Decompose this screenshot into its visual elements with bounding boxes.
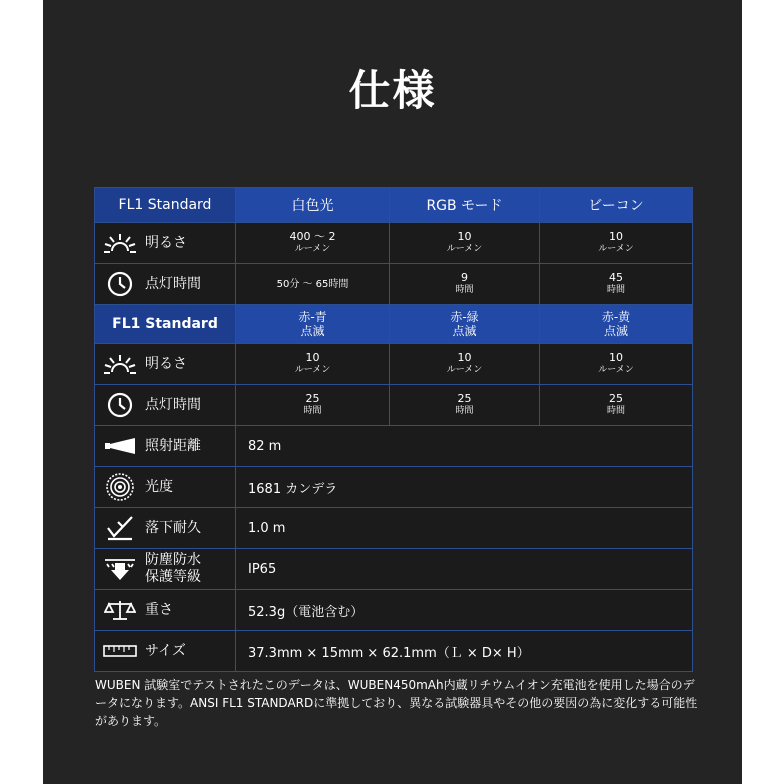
runtime-beacon-value: 45 時間 (540, 264, 693, 305)
size-value: 37.3mm × 15mm × 62.1mm（Ｌ × D× H） (236, 631, 693, 672)
header-beacon: ビーコン (540, 188, 693, 223)
table-row (95, 264, 693, 305)
distance-value: 82 m (236, 426, 693, 467)
brightness-label: 明るさ (145, 234, 187, 251)
distance-label-cell (95, 426, 236, 467)
intensity-label-cell (95, 467, 236, 508)
target-icon (103, 473, 137, 501)
brightness-rgb-value: 10 ルーメン (390, 223, 540, 264)
sun-rays-icon (103, 229, 137, 257)
table-row (95, 223, 693, 264)
drop-label-cell (95, 508, 236, 549)
runtime-c1-value: 25 時間 (236, 385, 390, 426)
brightness-c3-value: 10 ルーメン (540, 344, 693, 385)
scale-icon (103, 596, 137, 624)
spec-table (94, 187, 693, 672)
header-model: FL1 Standard (95, 188, 236, 223)
header-red-blue-flash: 赤-青 点滅 (236, 305, 390, 344)
intensity-value: 1681 カンデラ (236, 467, 693, 508)
beam-icon (103, 432, 137, 460)
weight-label: 重さ (145, 601, 173, 618)
runtime-white-value: 50分 ～ 65時間 (236, 264, 390, 305)
table-header-row (95, 305, 693, 344)
brightness-white-value: 400 ～ 2 ルーメン (236, 223, 390, 264)
table-row (95, 631, 693, 672)
runtime-c3-value: 25 時間 (540, 385, 693, 426)
brightness-c1-value: 10 ルーメン (236, 344, 390, 385)
runtime-c2-value: 25 時間 (390, 385, 540, 426)
intensity-label: 光度 (145, 478, 173, 495)
weight-label-cell (95, 590, 236, 631)
brightness-label: 明るさ (145, 355, 187, 372)
table-header-row (95, 188, 693, 223)
distance-label: 照射距離 (145, 437, 201, 454)
header-model: FL1 Standard (95, 305, 236, 344)
page-title: 仕様 (348, 66, 437, 115)
table-row (95, 467, 693, 508)
footnote: WUBEN 試験室でテストされたこのデータは、WUBEN450mAh内蔵リチウムイオン充電池を使用した場合のデータになります。ANSI FL1 STANDARDに準拠しており、異なる試験器具やその他の要因の為に変化する可能性があります。 (95, 678, 698, 728)
drop-value: 1.0 m (236, 508, 693, 549)
water-shield-icon (103, 555, 137, 583)
waterproof-label: 防塵防水 保護等級 (145, 552, 201, 585)
brightness-label-cell (95, 223, 236, 264)
size-label: サイズ (145, 642, 186, 659)
brightness-c2-value: 10 ルーメン (390, 344, 540, 385)
table-row (95, 385, 693, 426)
weight-value: 52.3g（電池含む） (236, 590, 693, 631)
waterproof-label-cell (95, 549, 236, 590)
ruler-icon (103, 637, 137, 665)
drop-label: 落下耐久 (145, 519, 201, 536)
brightness-beacon-value: 10 ルーメン (540, 223, 693, 264)
drop-arrow-icon (103, 514, 137, 542)
runtime-label: 点灯時間 (145, 275, 201, 292)
runtime-label-cell (95, 264, 236, 305)
table-row (95, 549, 693, 590)
waterproof-value: IP65 (236, 549, 693, 590)
size-label-cell (95, 631, 236, 672)
spec-panel (43, 0, 742, 784)
table-row (95, 508, 693, 549)
header-red-yellow-flash: 赤-黄 点滅 (540, 305, 693, 344)
clock-icon (103, 270, 137, 298)
header-rgb-mode: RGB モード (390, 188, 540, 223)
table-row (95, 344, 693, 385)
header-white-light: 白色光 (236, 188, 390, 223)
brightness-label-cell (95, 344, 236, 385)
header-red-green-flash: 赤-緑 点滅 (390, 305, 540, 344)
clock-icon (103, 391, 137, 419)
runtime-label-cell (95, 385, 236, 426)
table-row (95, 426, 693, 467)
table-row (95, 590, 693, 631)
runtime-rgb-value: 9 時間 (390, 264, 540, 305)
sun-rays-icon (103, 350, 137, 378)
runtime-label: 点灯時間 (145, 396, 201, 413)
